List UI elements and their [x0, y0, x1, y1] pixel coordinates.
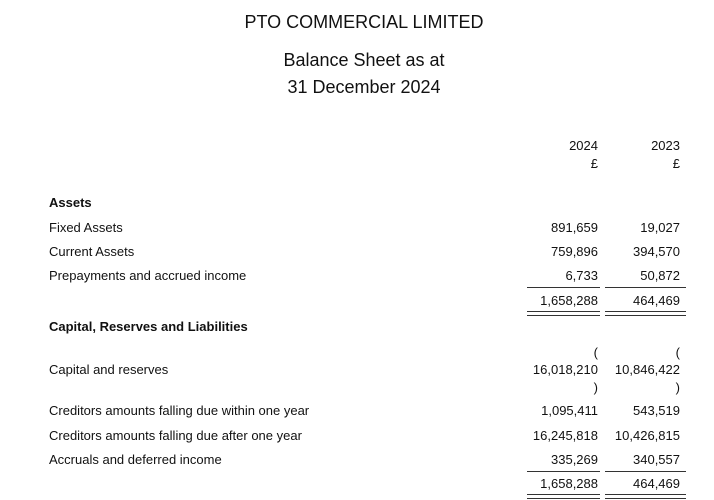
creditors-within-2024: 1,095,411: [541, 403, 598, 418]
current-assets-label: Current Assets: [49, 244, 135, 259]
fixed-assets-2023: 19,027: [640, 220, 680, 235]
liabilities-double-rule-2023: [605, 494, 686, 499]
creditors-within-label: Creditors amounts falling due within one year: [49, 403, 310, 418]
total-liabilities-2023: 464,469: [633, 476, 680, 491]
accruals-2024: 335,269: [551, 452, 598, 467]
total-assets-2023: 464,469: [633, 293, 680, 308]
creditors-after-2023: 10,426,815: [614, 428, 680, 443]
column-currency-2023: £: [672, 156, 680, 171]
fixed-assets-2024: 891,659: [551, 220, 598, 235]
statement-title: Balance Sheet as at: [283, 50, 445, 70]
creditors-after-label: Creditors amounts falling due after one year: [49, 428, 302, 443]
column-currency-2024: £: [590, 156, 598, 171]
current-assets-2024: 759,896: [551, 244, 598, 259]
creditors-within-2023: 543,519: [633, 403, 680, 418]
accruals-label: Accruals and deferred income: [49, 452, 222, 467]
column-year-2023: 2023: [651, 138, 680, 153]
company-name: PTO COMMERCIAL LIMITED: [244, 12, 484, 32]
total-double-rule-2023: [605, 311, 686, 316]
prepayments-label: Prepayments and accrued income: [49, 268, 247, 283]
total-assets-2024: 1,658,288: [540, 293, 598, 308]
capital-reserves-2023: 10,846,422: [614, 362, 680, 377]
capital-heading: Capital, Reserves and Liabilities: [49, 319, 248, 334]
statement-date: 31 December 2024: [287, 77, 441, 97]
capital-reserves-2024: 16,018,210: [532, 362, 598, 377]
creditors-after-2024: 16,245,818: [532, 428, 598, 443]
subtotal-rule-2024: [527, 287, 600, 288]
total-double-rule-2024: [527, 311, 600, 316]
prepayments-2023: 50,872: [640, 268, 680, 283]
accruals-2023: 340,557: [633, 452, 680, 467]
capital-reserves-label: Capital and reserves: [49, 362, 169, 377]
liabilities-subtotal-rule-2023: [605, 471, 686, 472]
column-year-2024: 2024: [569, 138, 598, 153]
total-liabilities-2024: 1,658,288: [540, 476, 598, 491]
current-assets-2023: 394,570: [633, 244, 680, 259]
assets-heading: Assets: [49, 195, 92, 210]
subtotal-rule-2023: [605, 287, 686, 288]
reserves-open-paren-2023: (: [675, 345, 680, 360]
fixed-assets-label: Fixed Assets: [49, 220, 123, 235]
prepayments-2024: 6,733: [565, 268, 598, 283]
liabilities-subtotal-rule-2024: [527, 471, 600, 472]
reserves-open-paren-2024: (: [593, 345, 598, 360]
reserves-close-paren-2024: ): [593, 380, 598, 395]
liabilities-double-rule-2024: [527, 494, 600, 499]
reserves-close-paren-2023: ): [675, 380, 680, 395]
